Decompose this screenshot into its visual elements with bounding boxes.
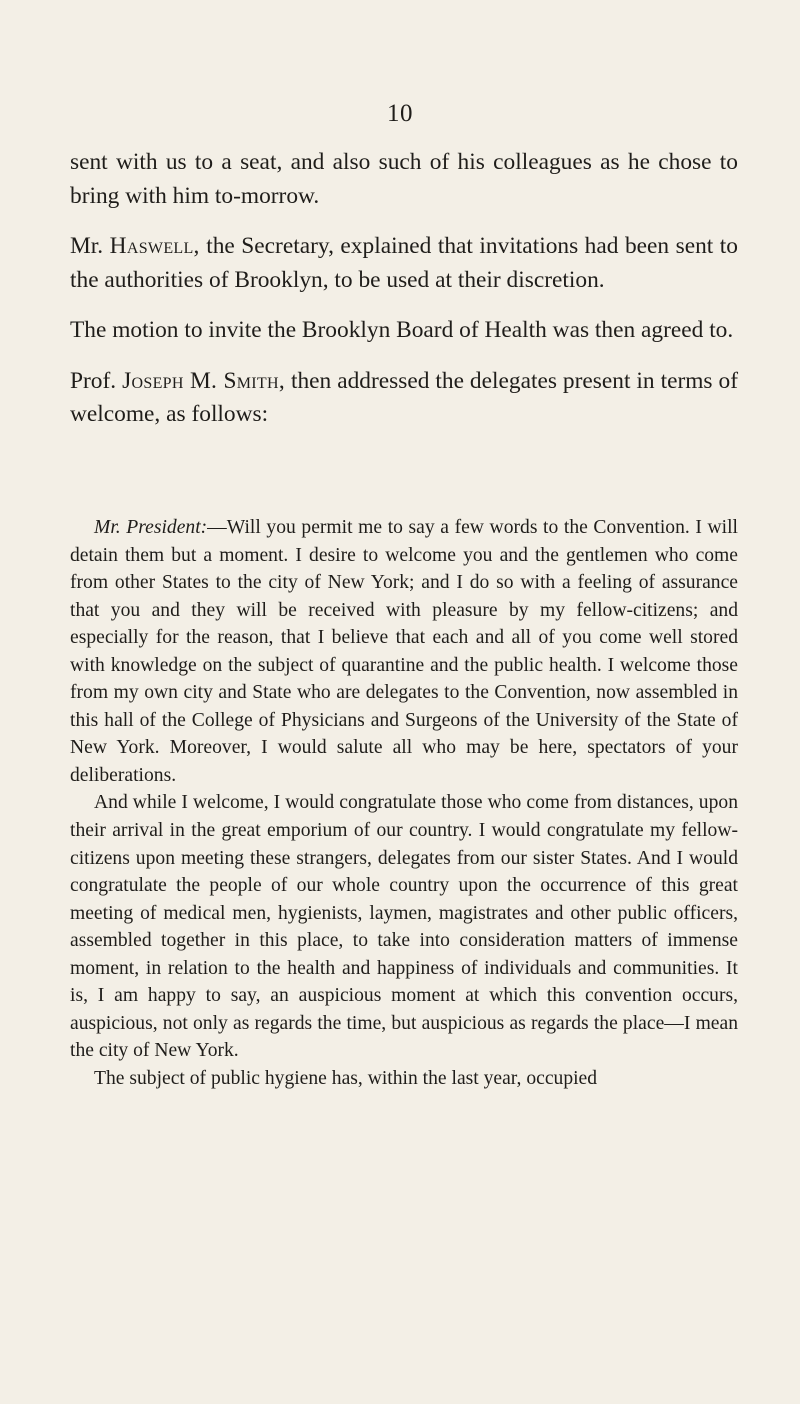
speech-block [70,514,738,1092]
page-number: 10 [387,100,413,127]
haswell-name: Haswell, [109,233,200,259]
speech-paragraph-2: And while I welcome, I would congratulate those who come from distances, upon their arrival in the great emporium of our country. I would congratulate my fellow-citizens upon meeting these strangers, delegates from our sister States. And I would congratulate the people of our whole country upon the occurrence of this great meeting of medical men, hygienists, laymen, magistrates and other public officers, assembled together in this place, to take into consideration matters of immense moment, in relation to the health and happiness of individuals and communities. It is, I am happy to say, an auspicious moment at which this convention occurs, auspicious, not only as regards the time, but auspicious as regards the place—I mean the city of New York. [70,792,738,1062]
smith-prefix: Prof. [70,367,117,394]
paragraph-motion: The motion to invite the Brooklyn Board of Health was then agreed to. [70,317,734,343]
speech-paragraph-1 [70,514,738,789]
smith-text: then addressed the delegates present in terms of welcome, as follows: [70,367,738,427]
narrative-block [70,146,738,449]
haswell-text: the Secretary, explained that invitations had been sent to the authorities of Brooklyn, to be used at their discretion. [70,233,738,293]
paragraph-smith-intro [70,365,738,432]
speech-salutation: Mr. President: [94,517,208,538]
paragraph-continuation: sent with us to a seat, and also such of his colleagues as he chose to bring with him to-morrow. [70,149,738,209]
haswell-prefix: Mr. [70,233,104,259]
paragraph-haswell [70,230,738,297]
smith-name: Joseph M. Smith, [122,367,285,394]
speech-paragraph-3: The subject of public hygiene has, within the last year, occupied [94,1067,598,1089]
speech-paragraph-1-text: —Will you permit me to say a few words to the Convention. I will detain them but a moment. I desire to welcome you and the gentlemen who come from other States to the city of New York; and I do so with a feeling of assurance that you and they will be received with pleasure by my fellow-citizens; and especially for the reason, that I believe that each and all of you come well stored with knowledge on the subject of quarantine and the public health. I welcome those from my own city and State who are delegates to the Convention, now assembled in this hall of the College of Physicians and Surgeons of the University of the State of New York. Moreover, I would salute all who may be here, spectators of your deliberations. [70,517,738,786]
